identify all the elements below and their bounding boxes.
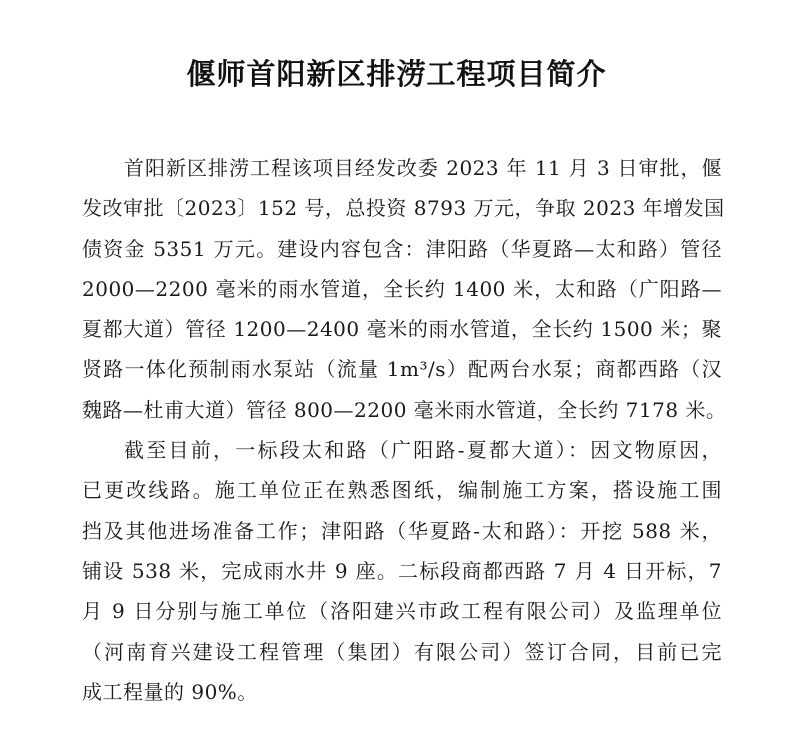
text-line: 截至目前，一标段太和路（广阳路-夏都大道）：因文物原因， <box>124 438 722 463</box>
text-line: 挡及其他进场准备工作；津阳路（华夏路-太和路）：开挖 588 米， <box>82 518 722 543</box>
document-title: 偃师首阳新区排涝工程项目简介 <box>186 57 607 91</box>
text-line: 债资金 5351 万元。建设内容包含：津阳路（华夏路—太和路）管径 <box>82 236 722 261</box>
document-body <box>82 148 727 712</box>
text-line: 2000—2200 毫米的雨水管道，全长约 1400 米，太和路（广阳路— <box>82 276 722 301</box>
text-line: （河南育兴建设工程管理（集团）有限公司）签订合同，目前已完 <box>82 639 722 664</box>
text-line: 首阳新区排涝工程该项目经发改委 2023 年 11 月 3 日审批，偃 <box>124 156 722 180</box>
text-line: 月 9 日分别与施工单位（洛阳建兴市政工程有限公司）及监理单位 <box>82 599 722 624</box>
paragraph-project-overview <box>82 148 727 430</box>
text-line: 铺设 538 米，完成雨水井 9 座。二标段商都西路 7 月 4 日开标，7 <box>82 558 722 583</box>
text-line: 魏路—杜甫大道）管径 800—2200 毫米雨水管道，全长约 7178 米。 <box>82 397 727 422</box>
text-line: 发改审批〔2023〕152 号，总投资 8793 万元，争取 2023 年增发国 <box>82 196 725 221</box>
paragraph-progress-status <box>82 430 722 712</box>
text-line: 成工程量的 90%。 <box>82 679 258 704</box>
text-line: 已更改线路。施工单位正在熟悉图纸，编制施工方案，搭设施工围 <box>82 478 722 503</box>
text-line: 贤路一体化预制雨水泵站（流量 1m³/s）配两台水泵；商都西路（汉 <box>82 357 722 382</box>
text-line: 夏都大道）管径 1200—2400 毫米的雨水管道，全长约 1500 米；聚 <box>82 317 722 342</box>
